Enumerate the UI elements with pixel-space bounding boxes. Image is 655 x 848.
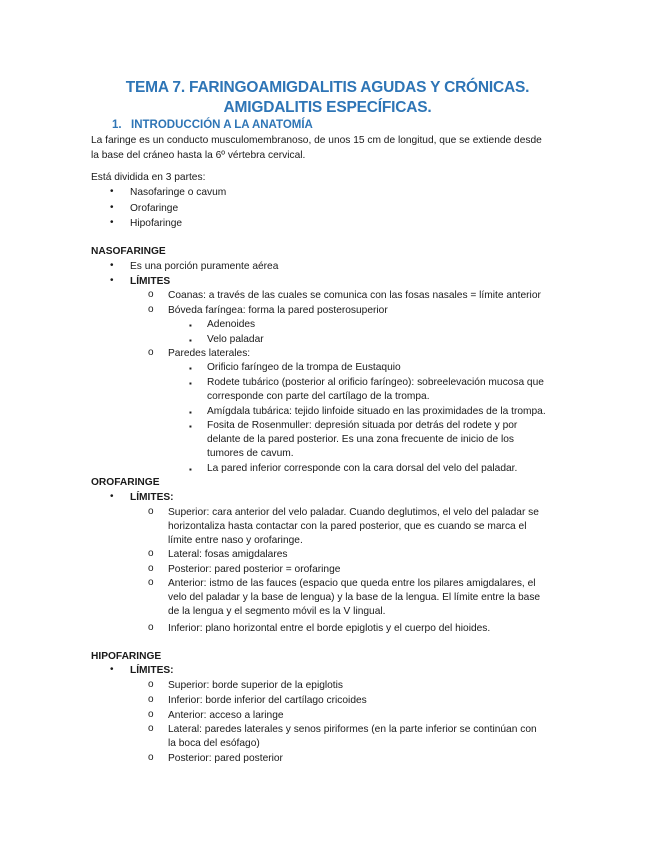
bullet-square: ▪ [189,422,192,431]
bullet-dot: • [110,491,114,502]
nasofaringe-paredes: Paredes laterales: [168,348,251,359]
orofaringe-superior-line-2: horizontaliza hasta contactar con la pared posterior, que es cuando se marca el [168,521,527,532]
paredes-amigdala: Amígdala tubárica: tejido linfoide situado en las proximidades de la trompa. [207,406,546,417]
bullet-dot: • [110,275,114,286]
nasofaringe-coanas: Coanas: a través de las cuales se comunica con las fosas nasales = límite anterior [168,290,541,301]
orofaringe-limites: LÍMITES: [130,492,174,503]
hipofaringe-lateral-line-1: Lateral: paredes laterales y senos piriformes (en la parte inferior se continúan con [168,724,537,735]
hipofaringe-inferior: Inferior: borde inferior del cartílago cricoides [168,695,367,706]
bullet-circle: o [148,347,154,358]
orofaringe-anterior-line-2: velo del paladar y la base de lengua) y la base de la lengua. El límite entre la base [168,592,541,603]
bullet-circle: o [148,679,154,690]
hipofaringe-superior: Superior: borde superior de la epiglotis [168,680,343,691]
boveda-sub-item: Adenoides [207,319,256,330]
orofaringe-anterior-line-1: Anterior: istmo de las fauces (espacio que queda entre los pilares amigdalares, el [168,578,536,589]
bullet-circle: o [148,304,154,315]
bullet-square: ▪ [189,379,192,388]
hipofaringe-heading: HIPOFARINGE [91,651,162,662]
paredes-fosita-line-2: delante de la pared posterior. Es una zona frecuente de inicio de los [207,434,514,445]
paredes-fosita-line-1: Fosita de Rosenmuller: depresión situada por detrás del rodete y por [207,420,518,431]
bullet-circle: o [148,622,154,633]
bullet-circle: o [148,506,154,517]
nasofaringe-boveda: Bóveda faríngea: forma la pared posterosuperior [168,305,388,316]
parts-lead: Está dividida en 3 partes: [91,172,206,183]
bullet-circle: o [148,694,154,705]
bullet-circle: o [148,548,154,559]
bullet-circle: o [148,723,154,734]
paredes-rodete-line-2: corresponde con parte del cartílago de la trompa. [207,391,430,402]
nasofaringe-item: Es una porción puramente aérea [130,261,279,272]
bullet-circle: o [148,752,154,763]
document-title-line-2: AMIGDALITIS ESPECÍFICAS. [223,99,432,116]
bullet-dot: • [110,260,114,271]
bullet-square: ▪ [189,408,192,417]
bullet-dot: • [110,664,114,675]
bullet-square: ▪ [189,465,192,474]
bullet-dot: • [110,217,114,228]
boveda-sub-item: Velo paladar [207,334,264,345]
orofaringe-heading: OROFARINGE [91,477,160,488]
parts-item: Orofaringe [130,203,179,214]
bullet-circle: o [148,289,154,300]
bullet-dot: • [110,202,114,213]
orofaringe-lateral: Lateral: fosas amigdalares [168,549,288,560]
orofaringe-superior-line-3: límite entre naso y orofaringe. [168,535,303,546]
orofaringe-superior-line-1: Superior: cara anterior del velo paladar. Cuando deglutimos, el velo del paladar se [168,507,539,518]
paredes-fosita-line-3: tumores de cavum. [207,448,294,459]
intro-line-2: la base del cráneo hasta la 6º vértebra cervical. [91,150,306,161]
hipofaringe-posterior: Posterior: pared posterior [168,753,283,764]
parts-item: Hipofaringe [130,218,183,229]
nasofaringe-limites: LÍMITES [130,276,171,287]
bullet-square: ▪ [189,321,192,330]
intro-line-1: La faringe es un conducto musculomembranoso, de unos 15 cm de longitud, que se extiende desde [91,135,542,146]
hipofaringe-lateral-line-2: la boca del esófago) [168,738,260,749]
nasofaringe-heading: NASOFARINGE [91,246,166,257]
orofaringe-inferior: Inferior: plano horizontal entre el borde epiglotis y el cuerpo del hioides. [168,623,491,634]
orofaringe-anterior-line-3: de la lengua y el segmento móvil es la V lingual. [168,606,386,617]
section-title: INTRODUCCIÓN A LA ANATOMÍA [131,119,313,131]
paredes-rodete-line-1: Rodete tubárico (posterior al orificio faríngeo): sobreelevación mucosa que [207,377,544,388]
parts-item: Nasofaringe o cavum [130,187,227,198]
bullet-circle: o [148,577,154,588]
orofaringe-posterior: Posterior: pared posterior = orofaringe [168,564,341,575]
paredes-orificio: Orificio faríngeo de la trompa de Eustaquio [207,362,401,373]
hipofaringe-limites: LÍMITES: [130,665,174,676]
section-number: 1. [112,119,122,131]
bullet-square: ▪ [189,364,192,373]
bullet-circle: o [148,563,154,574]
hipofaringe-anterior: Anterior: acceso a laringe [168,710,284,721]
bullet-square: ▪ [189,336,192,345]
bullet-dot: • [110,186,114,197]
document-title-line-1: TEMA 7. FARINGOAMIGDALITIS AGUDAS Y CRÓNICAS. [125,79,530,96]
paredes-pared-inferior: La pared inferior corresponde con la cara dorsal del velo del paladar. [207,463,518,474]
bullet-circle: o [148,709,154,720]
